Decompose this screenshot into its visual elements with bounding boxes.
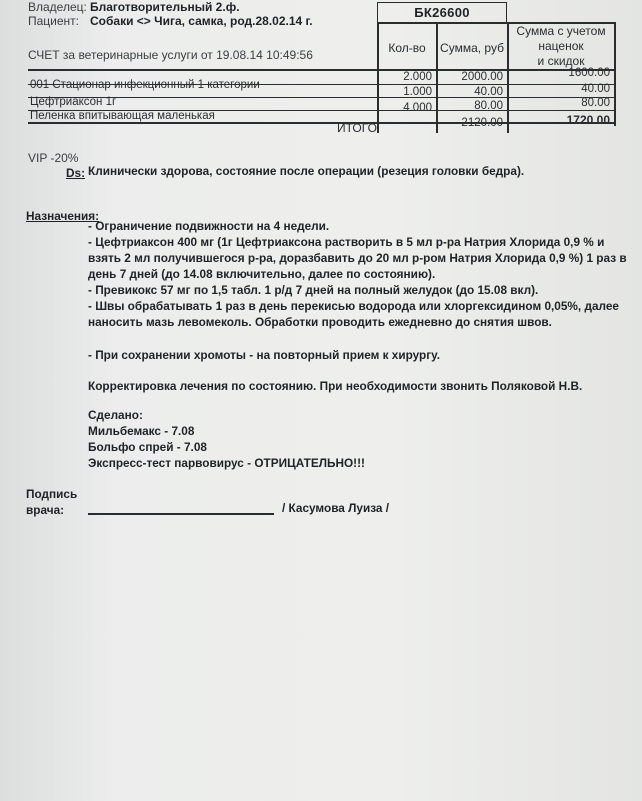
surgeon-note: - При сохранении хромоты - на повторный прием к хирургу. [88,348,440,362]
prescription-line: наносить мазь левомеколь. Обработки проводить ежедневно до снятия швов. [88,315,552,329]
row-1-sum: 2000.00 [461,71,503,83]
row-1-qty: 2.000 [403,71,432,83]
total-label: ИТОГО [337,121,377,135]
row-2-sum: 40.00 [474,86,503,98]
diagnosis-text: Клинически здорова, состояние после операции (резеция головки бедра). [88,164,525,178]
row-1-name: 001 Стационар инфекционный 1 категории [30,79,260,91]
prescriptions-label: Назначения: [26,209,100,223]
document-number: БК26600 [377,2,507,24]
invoice-title: СЧЕТ за ветеринарные услуги от 19.08.14 10:49:56 [28,48,313,62]
total-final: 1720.00 [566,113,610,127]
done-label: Сделано: [88,408,143,422]
prescription-line: - Швы обрабатывать 1 раз в день перекисью водорода или хлоргексидином 0,05%, далее [88,299,619,313]
discount-label: VIP -20% [28,151,79,165]
patient-label: Пациент: [28,14,80,28]
doctor-name: / Касумова Луиза / [282,501,390,515]
correction-note: Корректировка лечения по состоянию. При необходимости звонить Поляковой Н.В. [88,379,583,393]
prescription-line: взять 2 мл получившегося р-ра, доразбавить до 20 мл р-ром Натрия Хлорида 0,9 %) 1 раз в [88,251,627,265]
row-3-sum: 80.00 [474,100,503,112]
prescription-line: - Цефтриаксон 400 мг (1г Цефтриаксона растворить в 5 мл р-ра Натрия Хлорида 0,9 % и [88,235,605,249]
row-3-total: 80.00 [581,97,610,109]
header-sum: Сумма, руб [440,41,504,55]
owner-label: Владелец: [28,0,87,14]
prescription-line: - Ограничение подвижности на 4 недели. [88,219,330,233]
prescription-line: день 7 дней (до 14.08 включительно, далее по состоянию). [88,267,436,281]
done-item: Экспресс-тест парвовирус - ОТРИЦАТЕЛЬНО!!! [88,456,365,470]
signature-line [88,513,274,515]
patient-value: Собаки <> Чига, самка, род.28.02.14 г. [90,14,313,28]
prescription-line: - Превикокс 57 мг по 1,5 табл. 1 р/д 7 дней на полный желудок (до 15.08 вкл). [88,283,539,297]
owner-value: Благотворительный 2.ф. [90,0,240,14]
total-sum: 2120.00 [461,117,503,129]
row-3-name: Пеленка впитывающая маленькая [30,110,215,122]
row-1-total: 1600.00 [568,67,610,79]
row-2-qty: 1.000 [403,86,432,98]
signature-label: Подпись [26,487,78,501]
row-2-name: Цефтриаксон 1г [30,96,117,108]
done-item: Мильбемакс - 7.08 [88,424,195,438]
signature-label-2: врача: [26,503,65,517]
header-qty: Кол-во [388,41,426,55]
header-total: Сумма с учетом наценок и скидок [516,24,606,68]
row-2-total: 40.00 [581,83,610,95]
row-3-qty: 4.000 [403,102,432,114]
diagnosis-label: Ds: [66,166,86,180]
done-item: Больфо спрей - 7.08 [88,440,207,454]
